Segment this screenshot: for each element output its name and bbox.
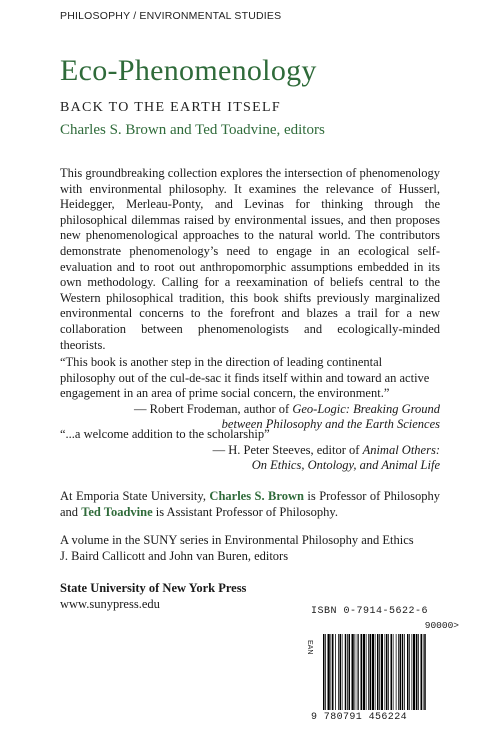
about-intro: At Emporia State University, (60, 489, 210, 503)
barcode-bar (335, 634, 336, 710)
barcode-bar (338, 634, 339, 710)
book-title: Eco-Phenomenology (60, 54, 317, 87)
ean-label: EAN (306, 640, 313, 655)
barcode-bar (368, 634, 369, 710)
barcode-bar (416, 634, 418, 710)
barcode-bar (328, 634, 330, 710)
book-editors: Charles S. Brown and Ted Toadvine, editors (60, 122, 325, 138)
series-line-2: J. Baird Callicott and John van Buren, editors (60, 548, 289, 563)
barcode-bar (355, 634, 356, 710)
quote-attribution (60, 443, 440, 474)
barcode-bar (370, 634, 372, 710)
series-info (60, 533, 460, 564)
barcode-bar (375, 634, 376, 710)
barcode-bar (377, 634, 379, 710)
barcode-bar (366, 634, 367, 710)
barcode-bar (393, 634, 394, 710)
attribution-work-cont: On Ethics, Ontology, and Animal Life (251, 458, 440, 473)
series-line-1: A volume in the SUNY series in Environmental Philosophy and Ethics (60, 533, 414, 547)
barcode-bar (424, 634, 426, 710)
editor-name-2: Ted Toadvine (81, 504, 153, 519)
barcode-bars (323, 634, 459, 710)
barcode-bar (352, 634, 354, 710)
barcode-bar (388, 634, 389, 710)
barcode-bar (421, 634, 423, 710)
about-end: is Assistant Professor of Philosophy. (152, 504, 338, 519)
barcode-bar (409, 634, 410, 710)
barcode-bar (418, 634, 419, 710)
price-code: 90000> (424, 620, 459, 631)
barcode-bar (358, 634, 359, 710)
barcode-bar (407, 634, 409, 710)
barcode-bar (363, 634, 365, 710)
barcode-bar (331, 634, 332, 710)
blurb-paragraph: This groundbreaking collection explores the intersection of phenomenology with environmental philosophy. It examines the relevance of Husserl, Heidegger, Merleau-Ponty, and Levinas for thinking through the philosophical dilemmas raised by environmental issues, and then proposes new phenomenological approaches to the natural world. The contributors demonstrate phenomenology’s need to engage in an ecological self-evaluation and to root out anthropomorphic assumptions embedded in its own methodology. Calling for a reexamination of beliefs central to the Western philosophical tradition, this book shifts previously marginalized environmental concerns to the forefront and blazes a trail for a new collaboration between phenomenologists and ecologically-minded theorists. (60, 166, 440, 352)
attribution-work: Geo-Logic: Breaking Ground (292, 401, 440, 416)
barcode-bar (385, 634, 386, 710)
barcode-bar (325, 634, 326, 710)
publisher-url: www.sunypress.edu (60, 597, 160, 611)
barcode-bar (379, 634, 380, 710)
barcode-bar (349, 634, 351, 710)
publisher-name: State University of New York Press (60, 581, 247, 595)
about-editors (60, 489, 440, 520)
barcode-bar (381, 634, 383, 710)
barcode-bar (423, 634, 424, 710)
barcode-bar (404, 634, 405, 710)
ean-digits: 9 780791 456224 (311, 712, 408, 723)
review-quote-2 (60, 427, 440, 474)
attribution-prefix: — Robert Frodeman, author of (134, 401, 293, 416)
book-subtitle: BACK TO THE EARTH ITSELF (60, 100, 281, 115)
barcode-bar (386, 634, 388, 710)
barcode-bar (400, 634, 402, 710)
barcode-bar (412, 634, 413, 710)
barcode-bar (347, 634, 348, 710)
attribution-work-cont: between Philosophy and the Earth Sciences (221, 417, 440, 432)
quote-text: “This book is another step in the direction of leading continental philosophy out of the cul-de-sac it finds itself within and toward an active engagement in an area of prime social concern, the environment.” (60, 355, 430, 401)
barcode-bar (332, 634, 334, 710)
about-mid: is Professor of Philosophy and (60, 489, 440, 519)
barcode-bar (413, 634, 415, 710)
quote-text: “...a welcome addition to the scholarship” (60, 427, 270, 441)
barcode-bar (372, 634, 374, 710)
editor-name-1: Charles S. Brown (209, 489, 304, 503)
barcode-bar (391, 634, 393, 710)
barcode-bar (396, 634, 397, 710)
barcode-bar (398, 634, 399, 710)
category-label: PHILOSOPHY / ENVIRONMENTAL STUDIES (60, 10, 282, 22)
barcode-bar (402, 634, 404, 710)
barcode-bar (342, 634, 343, 710)
barcode-bar (323, 634, 325, 710)
barcode-bar (345, 634, 347, 710)
barcode-bar (361, 634, 363, 710)
isbn-barcode (306, 606, 461, 724)
isbn-number: ISBN 0-7914-5622-6 (311, 606, 429, 617)
barcode-bar (357, 634, 358, 710)
barcode-bar (340, 634, 342, 710)
attribution-work: Animal Others: (362, 442, 440, 457)
review-quote-1 (60, 355, 440, 433)
attribution-prefix: — H. Peter Steeves, editor of (212, 442, 363, 457)
